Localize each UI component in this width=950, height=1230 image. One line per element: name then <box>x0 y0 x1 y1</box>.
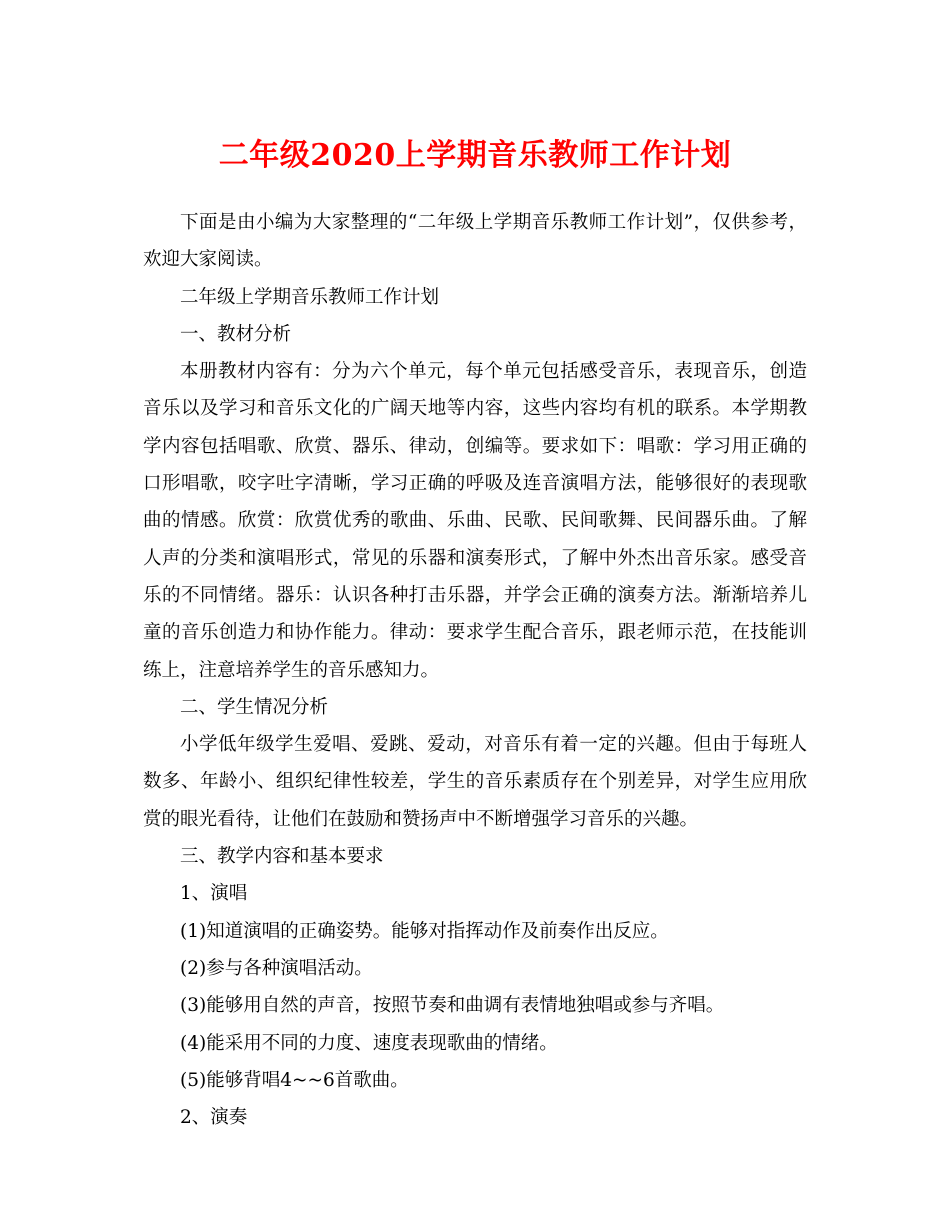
document-title: 二年级2020上学期音乐教师工作计划 <box>218 138 732 173</box>
paragraph-plan-heading: 二年级上学期音乐教师工作计划 <box>180 286 440 308</box>
list-item: (4)能采用不同的力度、速度表现歌曲的情绪。 <box>180 1032 558 1054</box>
list-item: (3)能够用自然的声音，按照节奏和曲调有表情地独唱或参与齐唱。 <box>180 995 725 1017</box>
paragraph-textbook-content: 本册教材内容有：分为六个单元，每个单元包括感受音乐，表现音乐，创造音乐以及学习和音乐文化的广阔天地等内容，这些内容均有机的联系。本学期教学内容包括唱歌、欣赏、器乐、律动，创编等。要求如下：唱歌：学习用正确的口形唱歌，咬字吐字清晰，学习正确的呼吸及连音演唱方法，能够很好的表现歌曲的情感。欣赏：欣赏优秀的歌曲、乐曲、民歌、民间歌舞、民间器乐曲。了解人声的分类和演唱形式，常见的乐器和演奏形式，了解中外杰出音乐家。感受音乐的不同情绪。器乐：认识各种打击乐器，并学会正确的演奏方法。渐渐培养儿童的音乐创造力和协作能力。律动：要求学生配合音乐，跟老师示范，在技能训练上，注意培养学生的音乐感知力。 <box>143 361 807 681</box>
list-item: (1)知道演唱的正确姿势。能够对指挥动作及前奏作出反应。 <box>180 920 669 942</box>
list-item: (2)参与各种演唱活动。 <box>180 957 373 979</box>
section-heading-textbook-analysis: 一、教材分析 <box>180 323 292 345</box>
subsection-heading-performance: 2、演奏 <box>180 1107 248 1129</box>
paragraph-student-analysis: 小学低年级学生爱唱、爱跳、爱动，对音乐有着一定的兴趣。但由于每班人数多、年龄小、组织纪律性较差，学生的音乐素质存在个别差异，对学生应用欣赏的眼光看待，让他们在鼓励和赞扬声中不断增强学习音乐的兴趣。 <box>143 734 807 830</box>
document-body <box>143 204 807 1136</box>
subsection-heading-singing: 1、演唱 <box>180 883 248 905</box>
list-item: (5)能够背唱4~~6首歌曲。 <box>180 1069 409 1091</box>
paragraph-intro: 下面是由小编为大家整理的“二年级上学期音乐教师工作计划”，仅供参考，欢迎大家阅读。 <box>143 212 807 271</box>
section-heading-teaching-content: 三、教学内容和基本要求 <box>180 846 384 868</box>
section-heading-student-analysis: 二、学生情况分析 <box>180 696 329 718</box>
